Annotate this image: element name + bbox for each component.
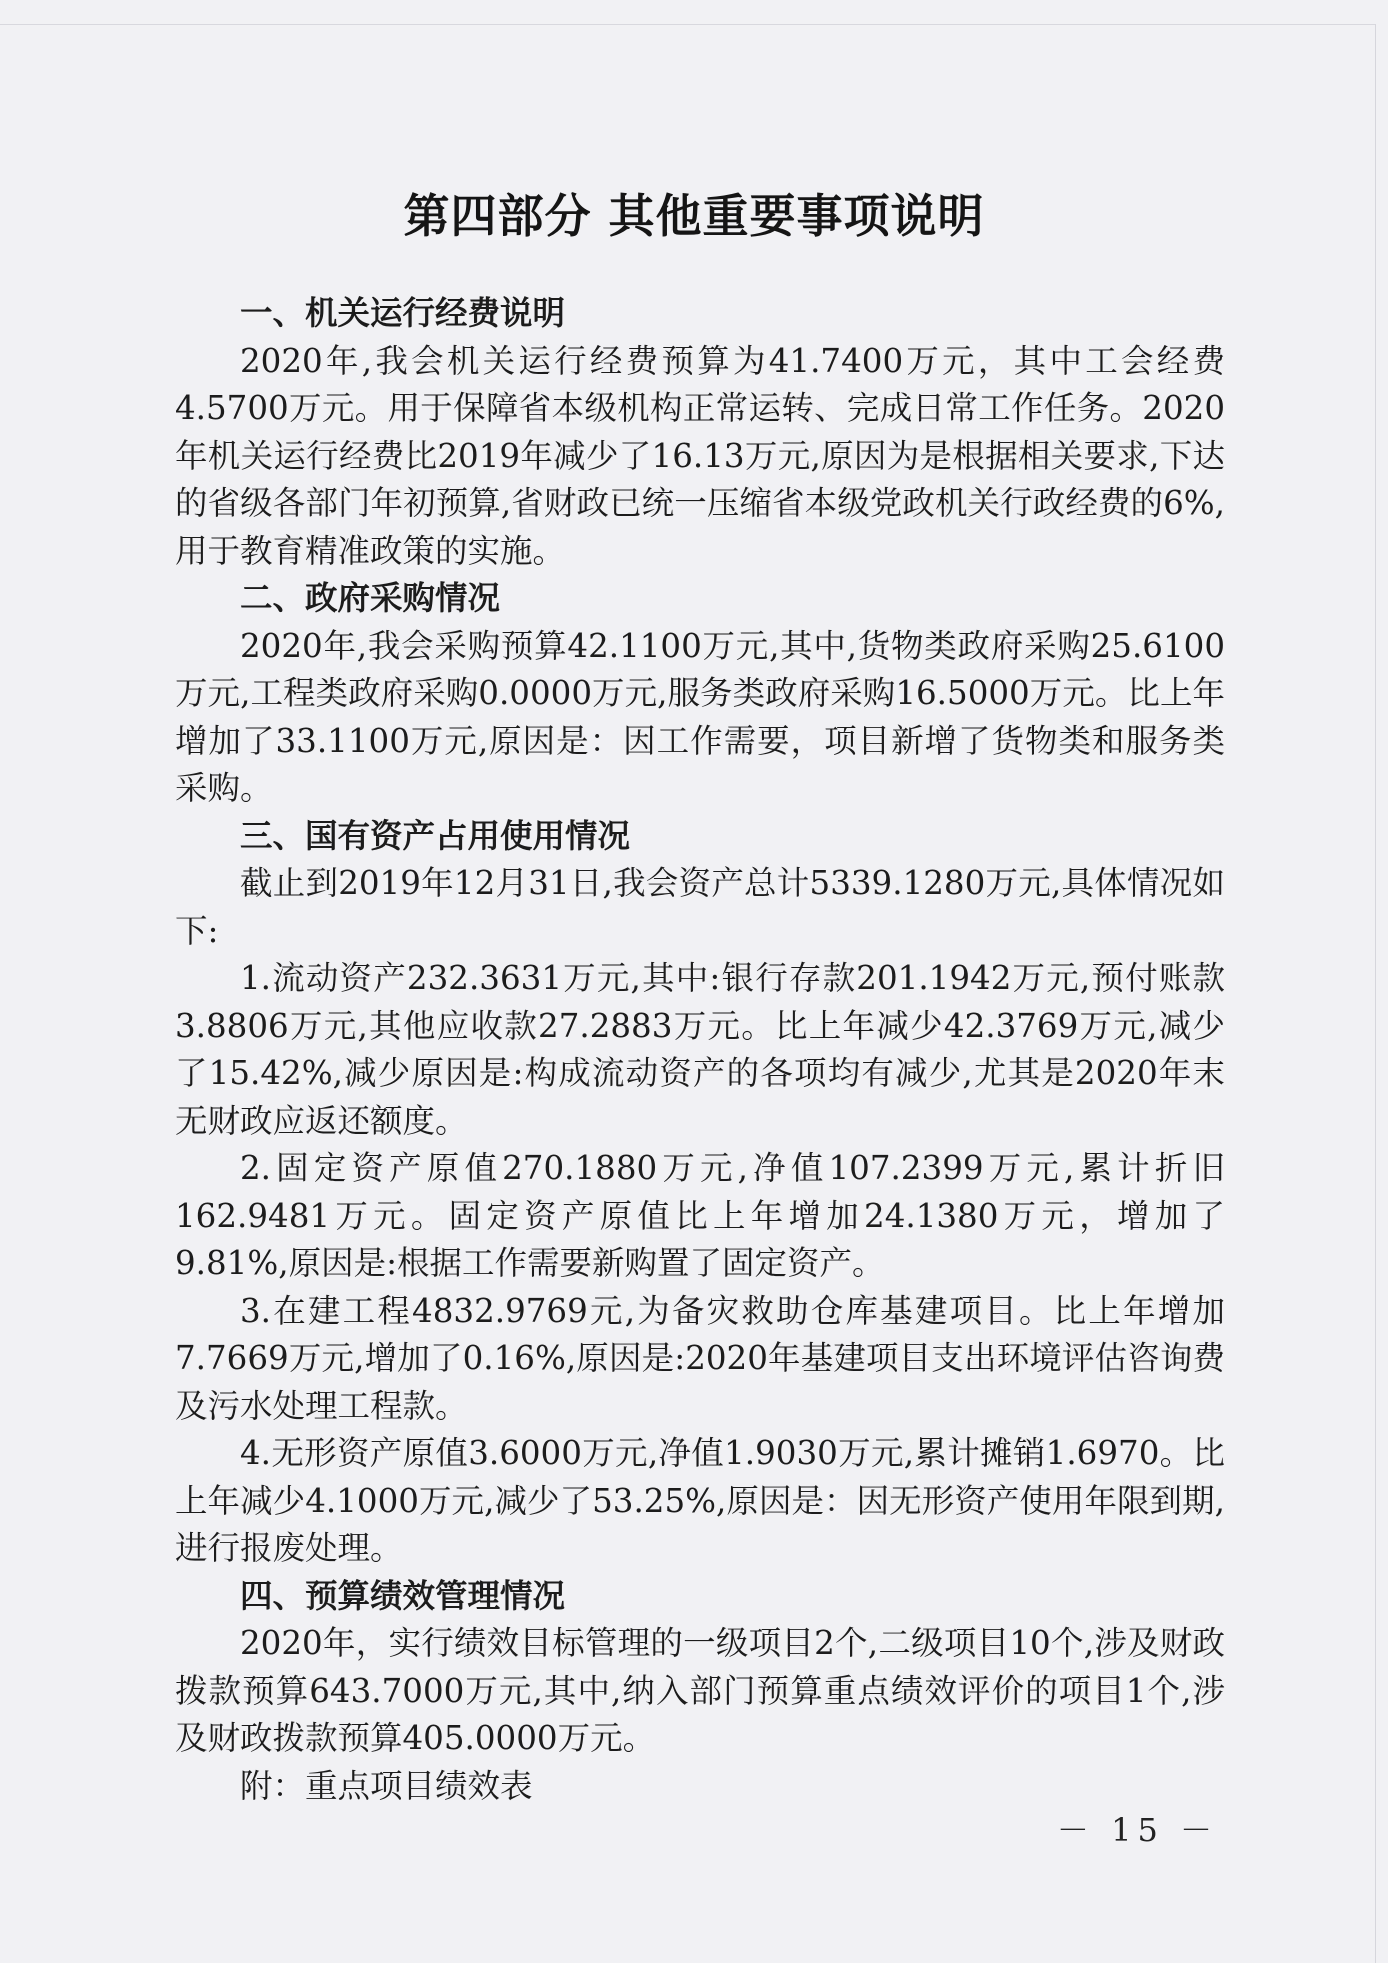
section-heading-2: 二、政府采购情况: [240, 579, 501, 617]
page-title: 第四部分 其他重要事项说明: [403, 189, 985, 243]
page-number: － 15 －: [1056, 1811, 1218, 1849]
attachment-note: 附：重点项目绩效表: [240, 1766, 533, 1805]
section-1-paragraph-1: 2020年,我会机关运行经费预算为41.7400万元，其中工会经费4.5700万元。用于保障省本级机构正常运转、完成日常工作任务。2020年机关运行经费比2019年减少了16.13万元,原因为是根据相关要求,下达的省级各部门年初预算,省财政已统一压缩省本级党政机关行政经费的6%,用于教育精准政策的实施。: [175, 341, 1225, 570]
section-heading-3: 三、国有资产占用使用情况: [240, 816, 631, 855]
scan-top-edge: [0, 0, 1376, 25]
section-3-paragraph-4: 3.在建工程4832.9769元,为备灾救助仓库基建项目。比上年增加7.7669万元,增加了0.16%,原因是:2020年基建项目支出环境评估咨询费及污水处理工程款。: [175, 1291, 1225, 1425]
document-body: [175, 290, 1225, 1810]
section-heading-1: 一、机关运行经费说明: [240, 294, 566, 332]
section-2-paragraph-1: 2020年,我会采购预算42.1100万元,其中,货物类政府采购25.6100万元,工程类政府采购0.0000万元,服务类政府采购16.5000万元。比上年增加了33.1100万元,原因是：因工作需要，项目新增了货物类和服务类采购。: [175, 626, 1225, 807]
section-3-paragraph-3: 2.固定资产原值270.1880万元,净值107.2399万元,累计折旧162.9481万元。固定资产原值比上年增加24.1380万元，增加了9.81%,原因是:根据工作需要新购置了固定资产。: [175, 1149, 1225, 1282]
scan-right-edge: [1375, 24, 1376, 1963]
section-heading-4: 四、预算绩效管理情况: [240, 1576, 566, 1615]
section-3-paragraph-5: 4.无形资产原值3.6000万元,净值1.9030万元,累计摊销1.6970。比上年减少4.1000万元,减少了53.25%,原因是：因无形资产使用年限到期,进行报废处理。: [175, 1434, 1225, 1567]
section-3-paragraph-1: 截止到2019年12月31日,我会资产总计5339.1280万元,具体情况如下:: [175, 864, 1225, 950]
section-3-paragraph-2: 1.流动资产232.3631万元,其中:银行存款201.1942万元,预付账款3.8806万元,其他应收款27.2883万元。比上年减少42.3769万元,减少了15.42%,减少原因是:构成流动资产的各项均有减少,尤其是2020年末无财政应返还额度。: [175, 959, 1225, 1140]
section-4-paragraph-1: 2020年，实行绩效目标管理的一级项目2个,二级项目10个,涉及财政拨款预算643.7000万元,其中,纳入部门预算重点绩效评价的项目1个,涉及财政拨款预算405.0000万元。: [175, 1624, 1225, 1757]
